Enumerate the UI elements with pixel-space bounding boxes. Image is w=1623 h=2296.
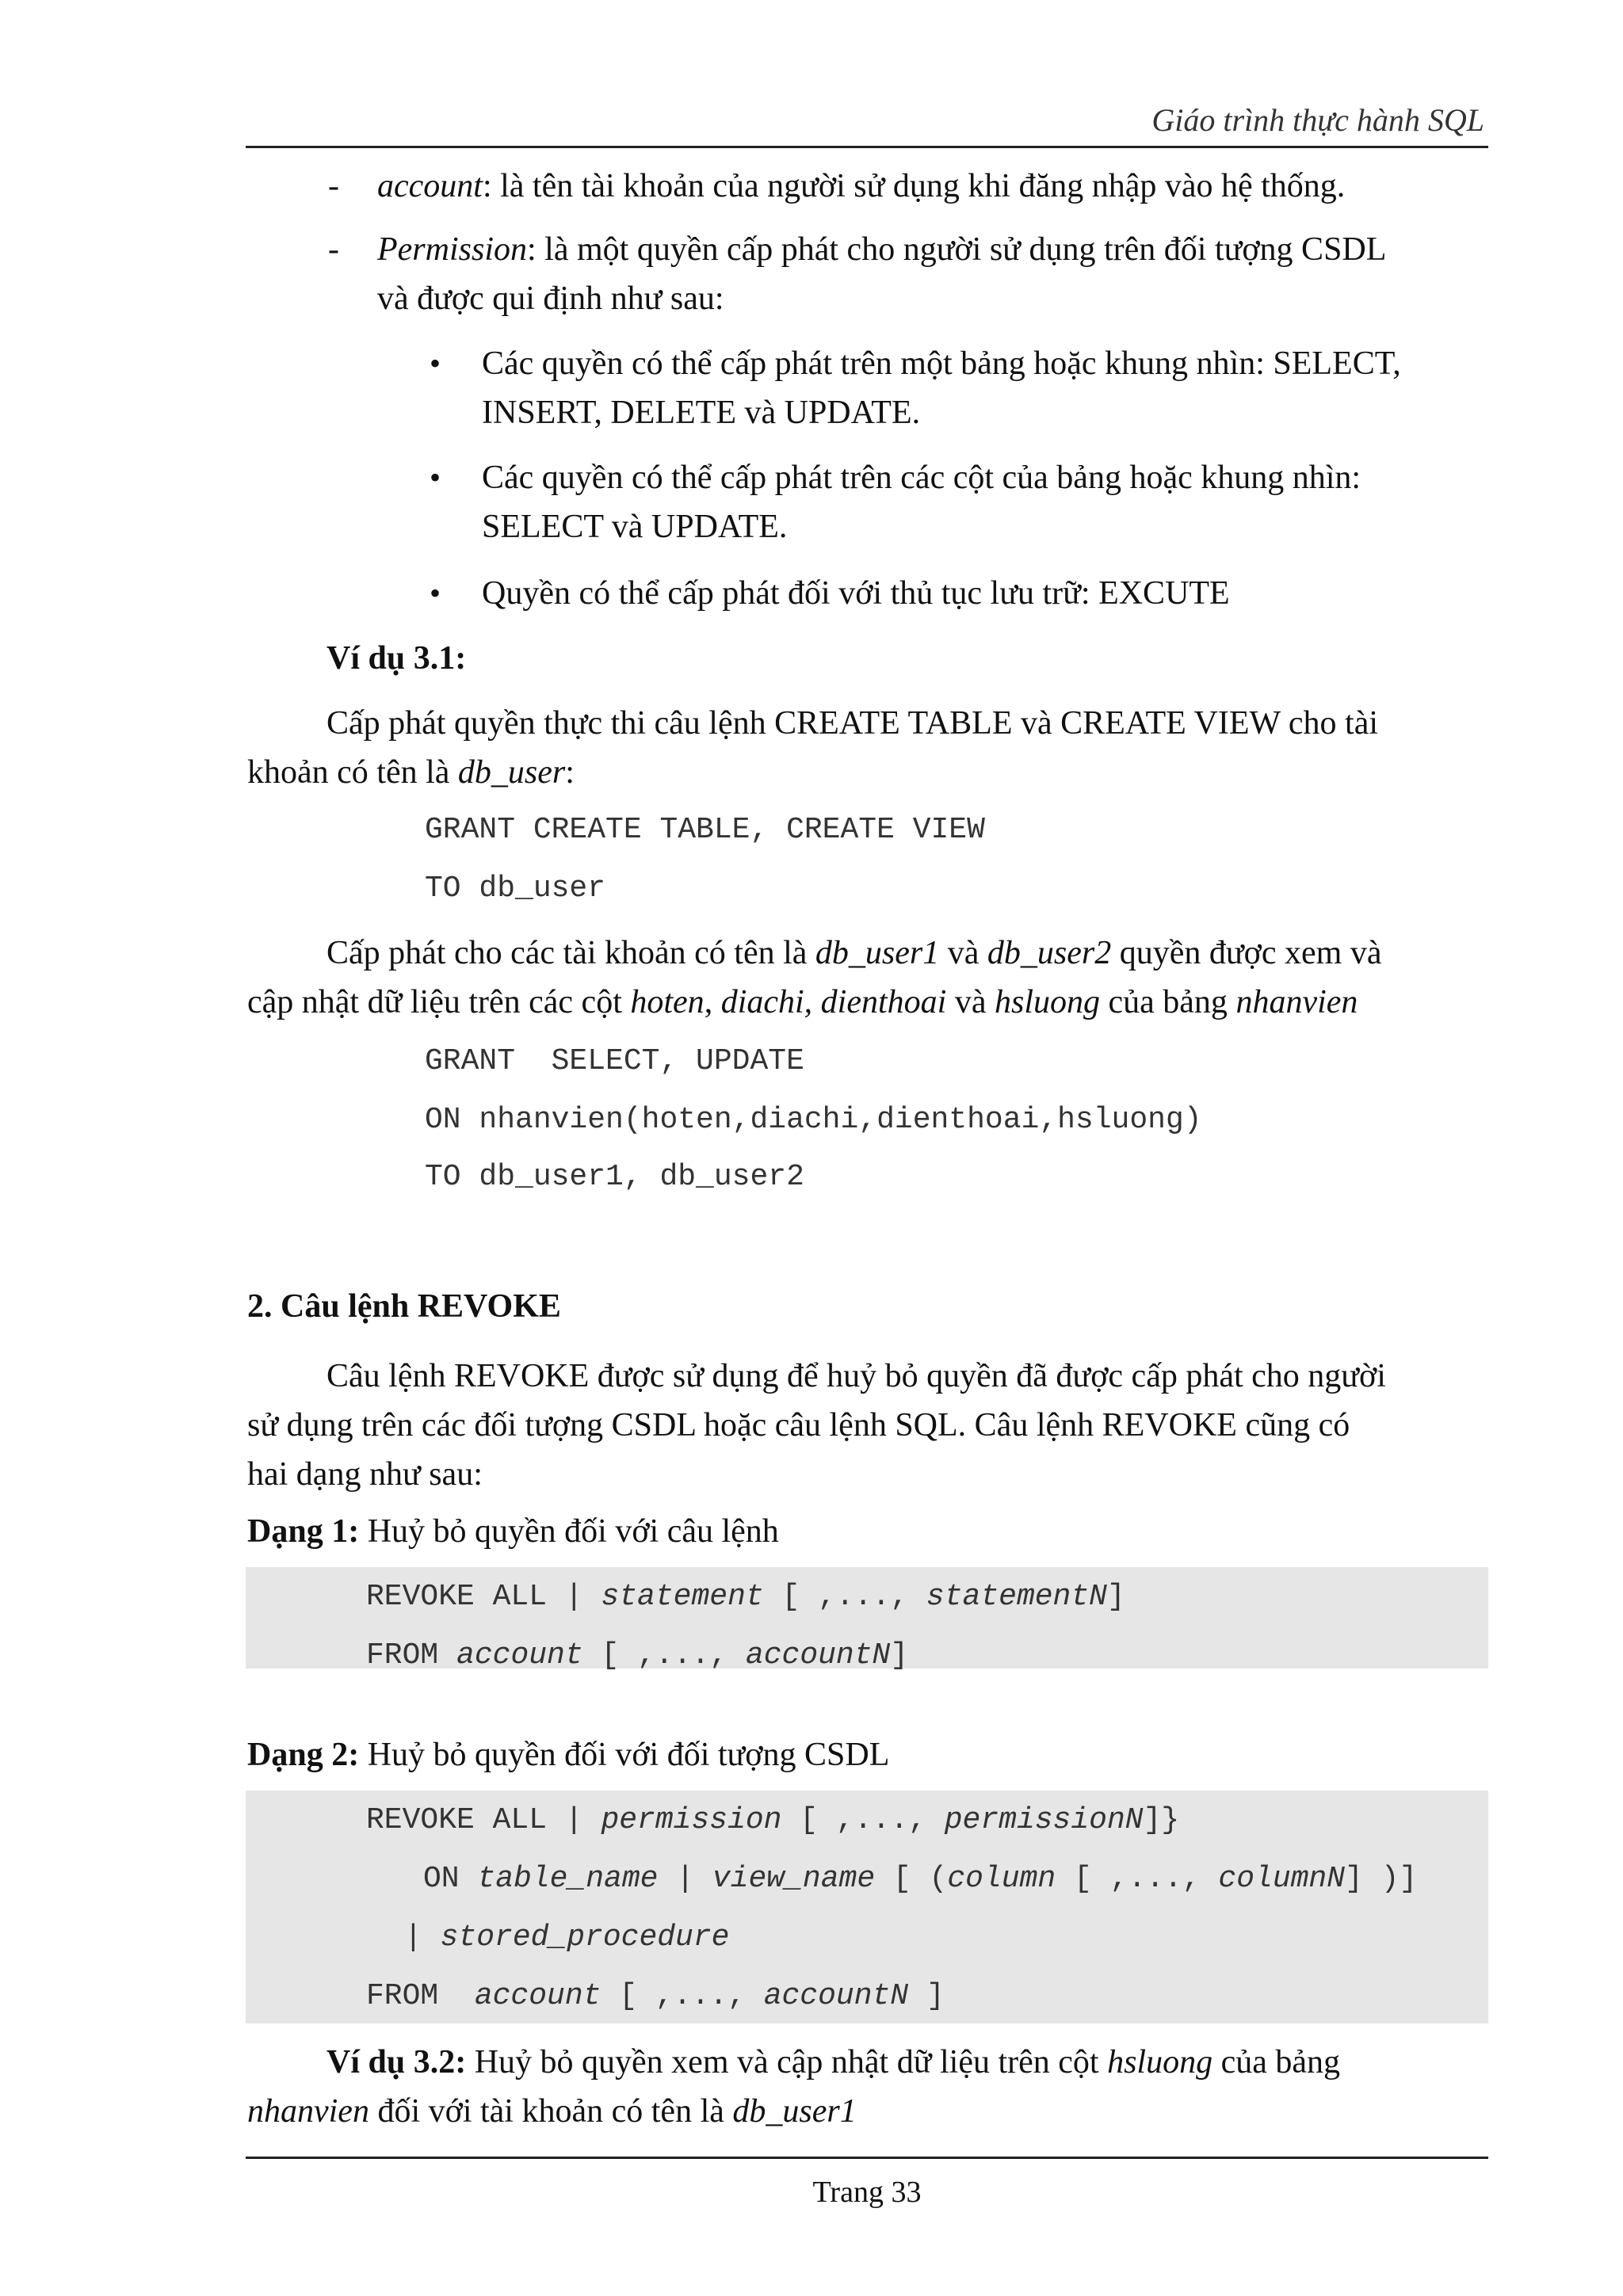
code-line: FROM account [ ,..., accountN] [366,1638,909,1672]
example-3-2-paragraph: Ví dụ 3.2: Huỷ bỏ quyền xem và cập nhật dữ liệu trên cột hsluong của bảng nhanvien đối với tài khoản có tên là db_user1 [247,2044,1341,2130]
section-2-intro: Câu lệnh REVOKE được sử dụng để huỷ bỏ quyền đã được cấp phát cho người sử dụng trên các đối tượng CSDL hoặc câu lệnh SQL. Câu lệnh REVOKE cũng có hai dạng như sau: [247,1358,1386,1493]
form-1-heading: Dạng 1: Huỷ bỏ quyền đối với câu lệnh [247,1513,779,1550]
example-3-1-paragraph-1: Cấp phát quyền thực thi câu lệnh CREATE TABLE và CREATE VIEW cho tài khoản có tên là db_user: [247,705,1378,791]
page-number: Trang 33 [812,2176,922,2209]
code-line: REVOKE ALL | permission [ ,..., permissionN]} [366,1803,1180,1837]
bullet-item: Quyền có thể cấp phát đối với thủ tục lưu trữ: EXCUTE [482,575,1230,612]
code-line: GRANT SELECT, UPDATE [425,1044,804,1078]
bullet-item: Các quyền có thể cấp phát trên một bảng hoặc khung nhìn: SELECT, INSERT, DELETE và UPDATE. [482,345,1401,431]
section-2-heading: 2. Câu lệnh REVOKE [247,1288,561,1325]
dash-marker: - [328,168,339,204]
bullet-marker: • [430,345,441,381]
form-2-heading: Dạng 2: Huỷ bỏ quyền đối với đối tượng CSDL [247,1737,890,1773]
bullet-item: Các quyền có thể cấp phát trên các cột của bảng hoặc khung nhìn: SELECT và UPDATE. [482,460,1361,545]
example-3-1-paragraph-2: Cấp phát cho các tài khoản có tên là db_user1 và db_user2 quyền được xem và cập nhật dữ liệu trên các cột hoten, diachi, dienthoai và hsluong của bảng nhanvien [247,935,1382,1020]
footer-divider [246,2157,1488,2159]
header-title: Giáo trình thực hành SQL [1151,102,1484,138]
code-line: GRANT CREATE TABLE, CREATE VIEW [425,813,985,847]
code-line: FROM account [ ,..., accountN ] [366,1979,945,2013]
code-line: ON table_name | view_name [ (column [ ,..., columnN] )] [423,1862,1418,1896]
bullet-marker: • [430,575,441,611]
bullet-marker: • [430,460,441,495]
code-line: REVOKE ALL | statement [ ,..., statementN] [366,1580,1125,1614]
permission-definition: Permission: là một quyền cấp phát cho người sử dụng trên đối tượng CSDL và được qui định như sau: [377,231,1387,317]
header-divider [246,146,1488,148]
example-3-1-title: Ví dụ 3.1: [327,640,467,677]
dash-marker: - [328,231,339,268]
account-definition: account: là tên tài khoản của người sử dụng khi đăng nhập vào hệ thống. [377,168,1346,204]
code-line: ON nhanvien(hoten,diachi,dienthoai,hsluong) [425,1103,1202,1137]
code-line: TO db_user1, db_user2 [425,1160,804,1194]
code-line: TO db_user [425,871,606,906]
code-line: | stored_procedure [404,1920,730,1955]
